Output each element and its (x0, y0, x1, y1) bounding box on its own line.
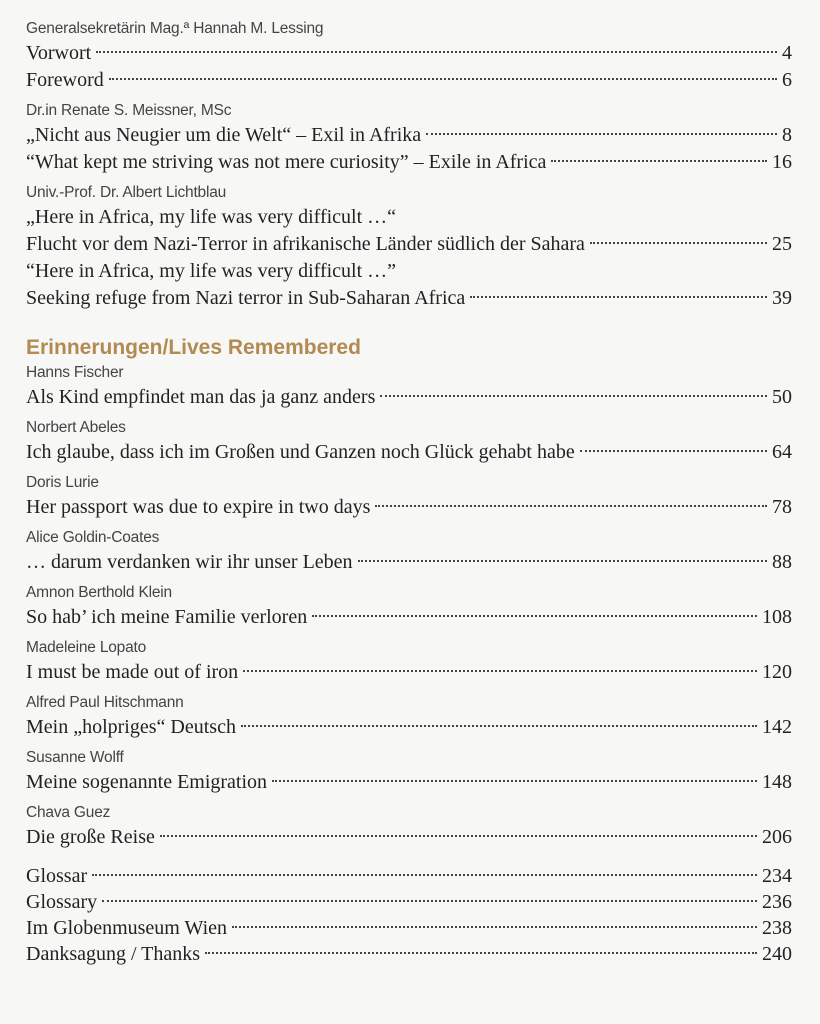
memory-item (26, 362, 792, 411)
entry-title: Die große Reise (26, 826, 155, 848)
toc-entry[interactable] (26, 384, 792, 411)
entry-title: Vorwort (26, 42, 92, 64)
toc-entry[interactable] (26, 40, 792, 67)
dot-leader (102, 900, 757, 902)
entry-title: Mein „holpriges“ Deutsch (26, 716, 236, 738)
page-number: 4 (782, 42, 792, 64)
entry-title: Glossary (26, 891, 98, 913)
page-number: 8 (782, 124, 792, 146)
dot-leader (96, 51, 777, 53)
entry-title: I must be made out of iron (26, 661, 239, 683)
toc-entry[interactable] (26, 915, 792, 941)
dot-leader (551, 160, 767, 162)
page-number: 238 (762, 917, 792, 939)
author-name: Norbert Abeles (26, 419, 126, 436)
entry-title: … darum verdanken wir ihr unser Leben (26, 551, 353, 573)
dot-leader (241, 725, 757, 727)
appendix-list (26, 863, 792, 967)
page-number: 6 (782, 69, 792, 91)
entry-title: Als Kind empfindet man das ja ganz anders (26, 386, 376, 408)
dot-leader (205, 952, 757, 954)
toc-entry[interactable] (26, 285, 792, 312)
toc-entry[interactable] (26, 494, 792, 521)
entry-title-line: „Here in Africa, my life was very difficult …“ (26, 206, 397, 228)
dot-leader (590, 242, 767, 244)
table-of-contents (26, 18, 792, 967)
entry-title: „Nicht aus Neugier um die Welt“ – Exil in Afrika (26, 124, 422, 146)
entry-title: Foreword (26, 69, 104, 91)
dot-leader (580, 450, 767, 452)
memory-item (26, 582, 792, 631)
entry-title-line: “Here in Africa, my life was very difficult …” (26, 260, 397, 282)
section-heading: Erinnerungen/Lives Remembered (26, 336, 361, 359)
author-name: Hanns Fischer (26, 364, 124, 381)
author-name: Univ.-Prof. Dr. Albert Lichtblau (26, 184, 227, 201)
toc-entry[interactable] (26, 769, 792, 796)
memory-item (26, 802, 792, 851)
dot-leader (109, 78, 777, 80)
author-name: Madeleine Lopato (26, 639, 147, 656)
page-number: 50 (772, 386, 792, 408)
page-number: 120 (762, 661, 792, 683)
dot-leader (358, 560, 767, 562)
page-number: 236 (762, 891, 792, 913)
page-number: 148 (762, 771, 792, 793)
author-name: Dr.in Renate S. Meissner, MSc (26, 102, 232, 119)
dot-leader (243, 670, 757, 672)
entry-title: Glossar (26, 865, 88, 887)
page-number: 16 (772, 151, 792, 173)
entry-title: “What kept me striving was not mere curiosity” – Exile in Africa (26, 151, 547, 173)
entry-title: Seeking refuge from Nazi terror in Sub-Saharan Africa (26, 287, 466, 309)
page-number: 78 (772, 496, 792, 518)
toc-entry[interactable] (26, 659, 792, 686)
author-name: Amnon Berthold Klein (26, 584, 172, 601)
page-number: 25 (772, 233, 792, 255)
toc-entry[interactable] (26, 149, 792, 176)
toc-entry[interactable] (26, 549, 792, 576)
dot-leader (272, 780, 757, 782)
entry-title: Im Globenmuseum Wien (26, 917, 228, 939)
entry-title: Ich glaube, dass ich im Großen und Ganzen noch Glück gehabt habe (26, 441, 575, 463)
author-name: Susanne Wolff (26, 749, 124, 766)
entry-title: Meine sogenannte Emigration (26, 771, 268, 793)
toc-entry[interactable] (26, 824, 792, 851)
memories-list (26, 362, 792, 851)
memory-item (26, 692, 792, 741)
dot-leader (426, 133, 777, 135)
dot-leader (380, 395, 767, 397)
toc-entry[interactable] (26, 439, 792, 466)
entry-title: Danksagung / Thanks (26, 943, 201, 965)
toc-entry[interactable] (26, 863, 792, 889)
memory-item (26, 637, 792, 686)
page-number: 88 (772, 551, 792, 573)
toc-entry[interactable] (26, 122, 792, 149)
dot-leader (312, 615, 757, 617)
toc-entry[interactable] (26, 714, 792, 741)
memory-item (26, 747, 792, 796)
memory-item (26, 472, 792, 521)
toc-entry[interactable] (26, 231, 792, 258)
dot-leader (232, 926, 757, 928)
toc-group-lichtblau (26, 182, 792, 312)
author-name: Generalsekretärin Mag.ª Hannah M. Lessing (26, 20, 324, 37)
toc-group-lessing (26, 18, 792, 94)
dot-leader (92, 874, 757, 876)
page-number: 108 (762, 606, 792, 628)
author-name: Chava Guez (26, 804, 111, 821)
page-number: 234 (762, 865, 792, 887)
dot-leader (160, 835, 757, 837)
entry-title: So hab’ ich meine Familie verloren (26, 606, 308, 628)
toc-entry[interactable] (26, 604, 792, 631)
author-name: Alfred Paul Hitschmann (26, 694, 184, 711)
dot-leader (375, 505, 767, 507)
page-number: 39 (772, 287, 792, 309)
memory-item (26, 417, 792, 466)
author-name: Alice Goldin-Coates (26, 529, 160, 546)
toc-entry[interactable] (26, 67, 792, 94)
toc-group-meissner (26, 100, 792, 176)
toc-entry[interactable] (26, 941, 792, 967)
entry-title: Flucht vor dem Nazi-Terror in afrikanische Länder südlich der Sahara (26, 233, 585, 255)
entry-title: Her passport was due to expire in two days (26, 496, 371, 518)
dot-leader (470, 296, 767, 298)
memory-item (26, 527, 792, 576)
toc-entry[interactable] (26, 889, 792, 915)
page-number: 142 (762, 716, 792, 738)
author-name: Doris Lurie (26, 474, 99, 491)
page-number: 240 (762, 943, 792, 965)
page-number: 64 (772, 441, 792, 463)
page-number: 206 (762, 826, 792, 848)
